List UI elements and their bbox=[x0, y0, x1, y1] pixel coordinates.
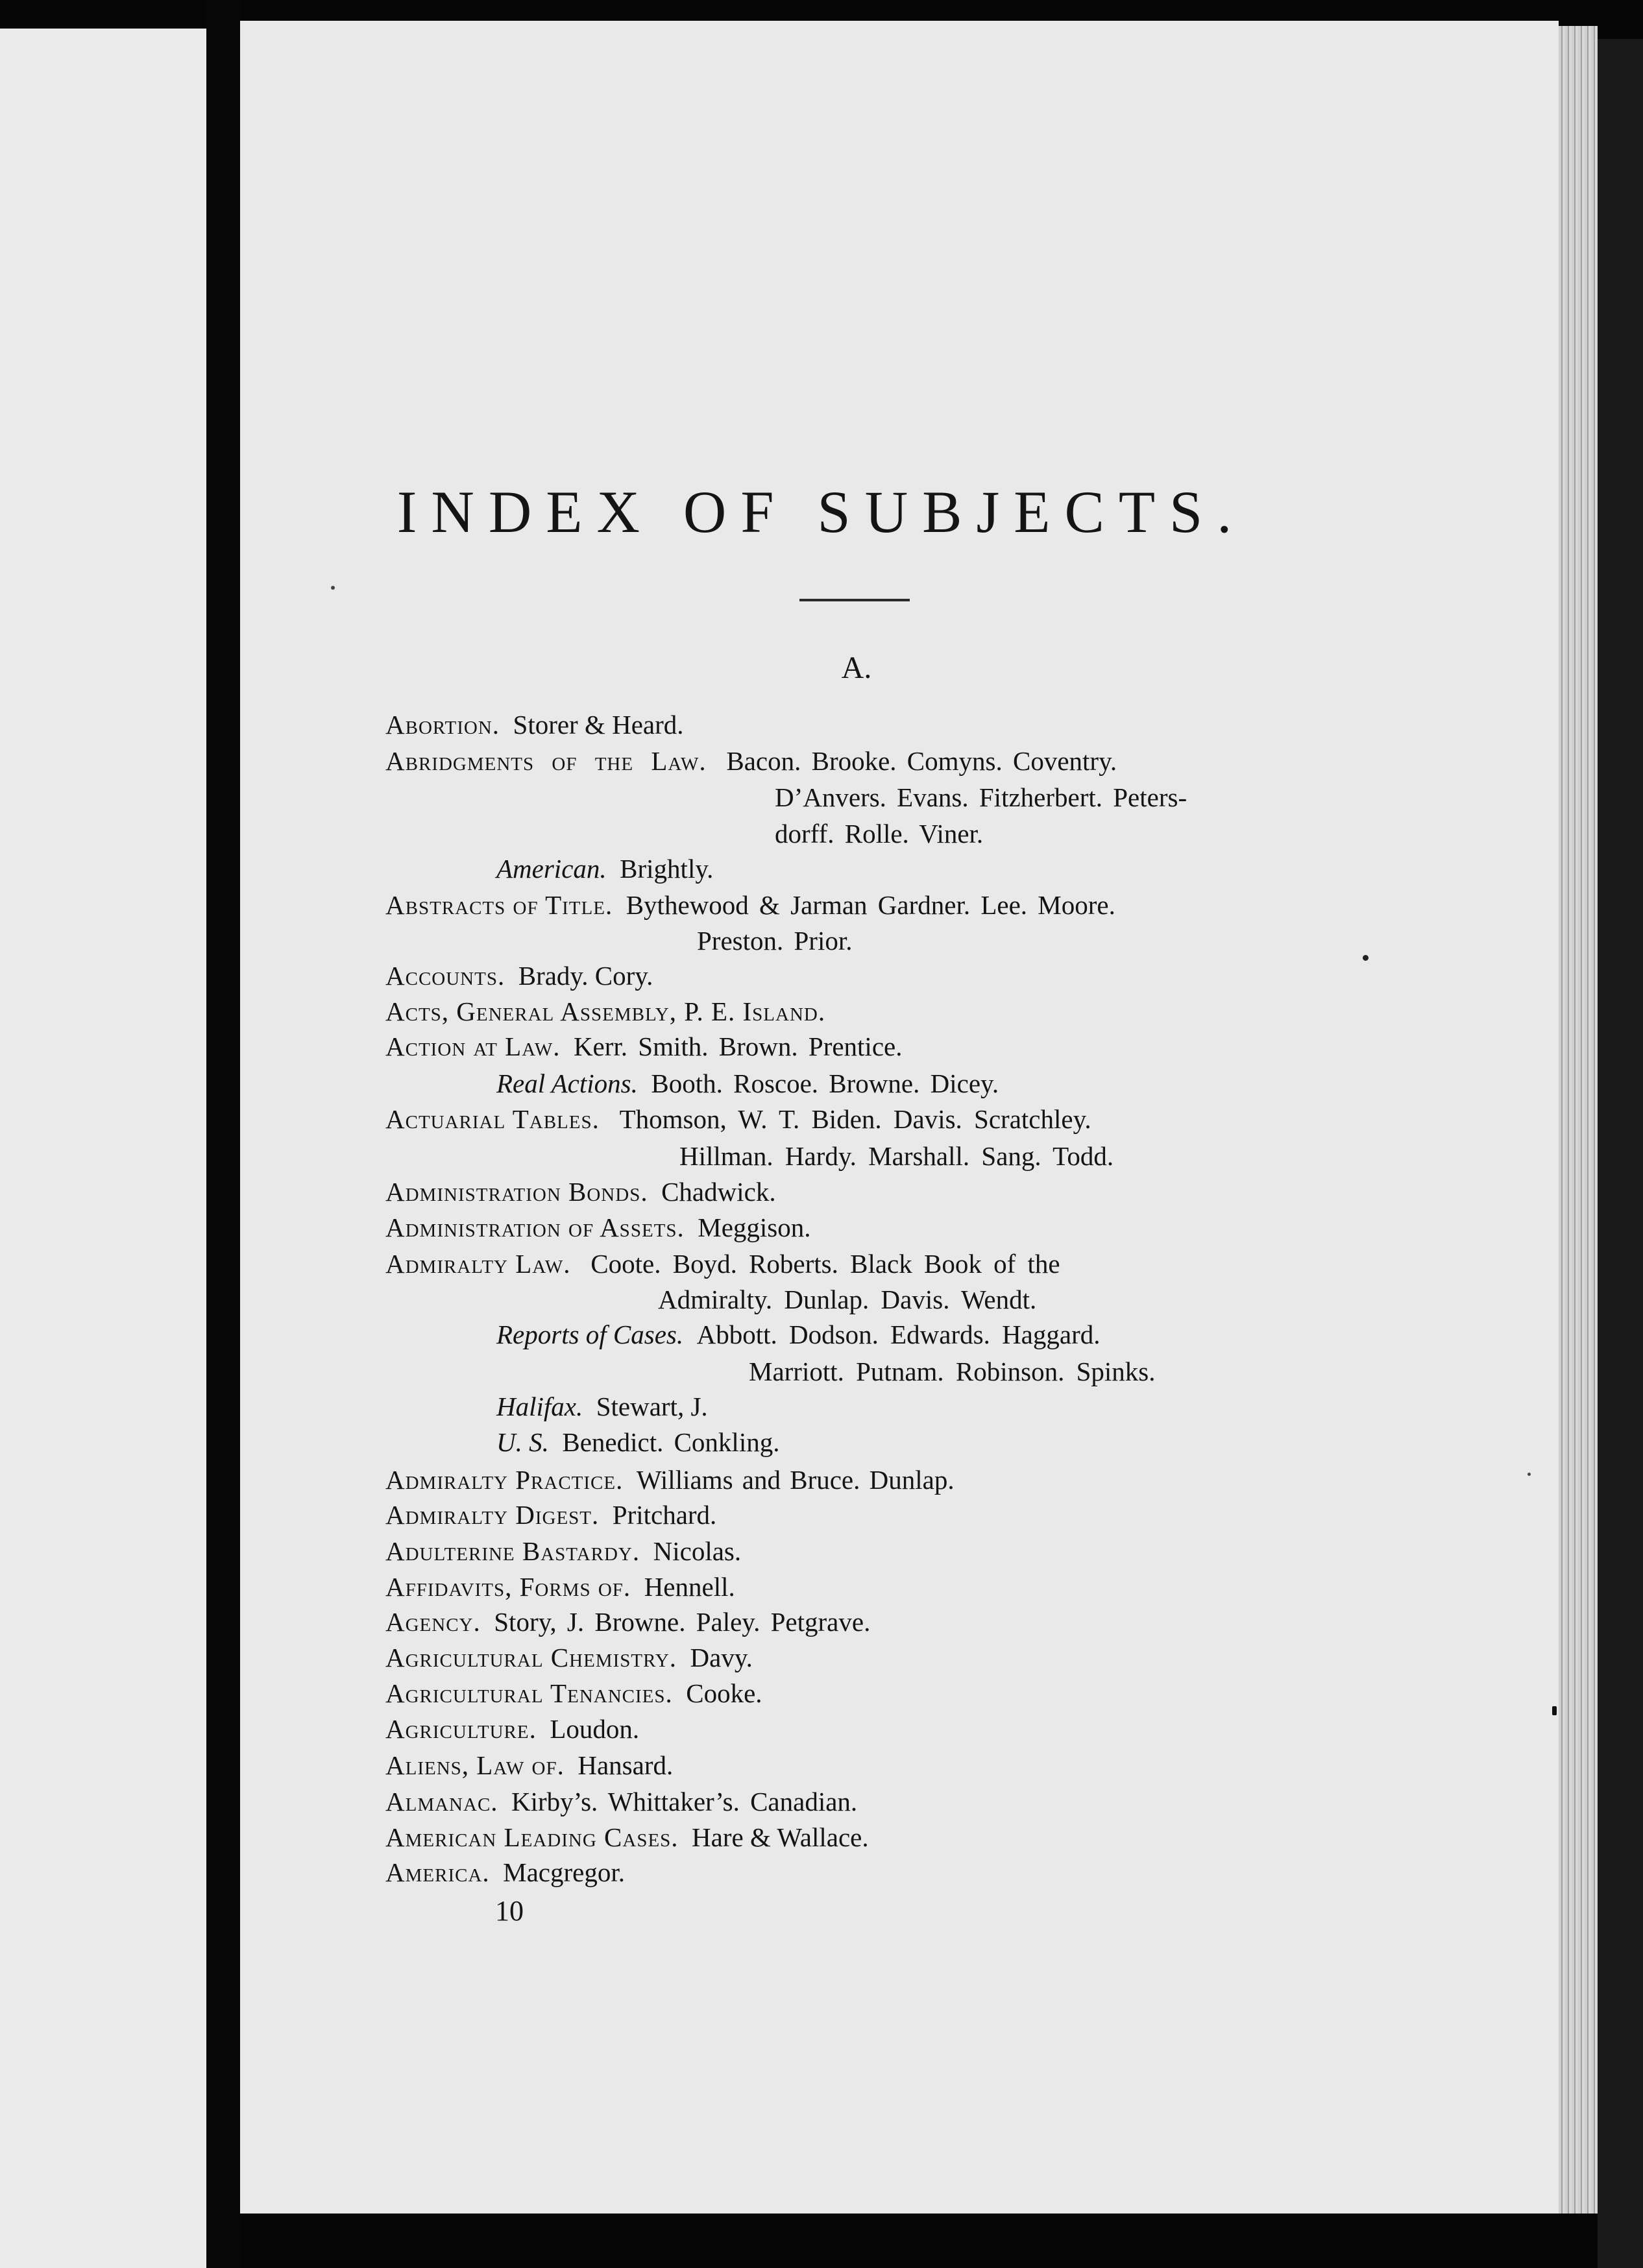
index-subentry: Real Actions. Booth. Roscoe. Browne. Dicey. bbox=[496, 1068, 999, 1098]
index-entry: Admiralty Digest. Pritchard. bbox=[385, 1500, 717, 1530]
index-entry: Administration of Assets. Meggison. bbox=[385, 1212, 811, 1242]
index-entry: Actuarial Tables. Thomson, W. T. Biden. Davis. Scratchley. bbox=[385, 1104, 1091, 1134]
index-subentry: Halifax. Stewart, J. bbox=[496, 1392, 708, 1421]
scan-speck bbox=[1363, 955, 1369, 961]
index-entry-continued: dorff. Rolle. Viner. bbox=[775, 819, 984, 849]
index-entry: Abortion. Storer & Heard. bbox=[385, 710, 684, 740]
index-entry-continued: D’Anvers. Evans. Fitzherbert. Peters- bbox=[775, 782, 1187, 812]
index-entry: Almanac. Kirby’s. Whittaker’s. Canadian. bbox=[385, 1787, 858, 1816]
index-entry: Acts, General Assembly, P. E. Island. bbox=[385, 996, 826, 1026]
index-entry: Action at Law. Kerr. Smith. Brown. Prentice. bbox=[385, 1031, 903, 1061]
index-entry: Agency. Story, J. Browne. Paley. Petgrave. bbox=[385, 1607, 871, 1637]
scan-speck bbox=[1552, 1706, 1557, 1715]
index-entry: Abstracts of Title. Bythewood & Jarman Gardner. Lee. Moore. bbox=[385, 890, 1115, 920]
index-entry: Admiralty Law. Coote. Boyd. Roberts. Black Book of the bbox=[385, 1249, 1060, 1279]
scan-speck bbox=[331, 586, 335, 590]
scan-speck bbox=[1527, 1473, 1531, 1476]
index-entry: Affidavits, Forms of. Hennell. bbox=[385, 1572, 735, 1602]
index-entry: Administration Bonds. Chadwick. bbox=[385, 1177, 776, 1207]
title-rule bbox=[799, 599, 910, 601]
index-entry: Agricultural Chemistry. Davy. bbox=[385, 1643, 753, 1672]
page-number: 10 bbox=[495, 1895, 524, 1927]
index-entry: American Leading Cases. Hare & Wallace. bbox=[385, 1822, 869, 1852]
book-cover-edge bbox=[1598, 39, 1643, 2268]
section-letter: A. bbox=[841, 651, 872, 685]
index-entry: Adulterine Bastardy. Nicolas. bbox=[385, 1536, 742, 1566]
index-entry-continued: Admiralty. Dunlap. Davis. Wendt. bbox=[658, 1285, 1037, 1314]
index-subentry: American. Brightly. bbox=[496, 854, 714, 884]
index-entry: America. Macgregor. bbox=[385, 1857, 625, 1887]
index-entry: Admiralty Practice. Williams and Bruce. Dunlap. bbox=[385, 1465, 955, 1495]
index-entry: Abridgments of the Law. Bacon. Brooke. Comyns. Coventry. bbox=[385, 746, 1117, 776]
index-entry-continued: Marriott. Putnam. Robinson. Spinks. bbox=[749, 1357, 1156, 1386]
index-entry: Accounts. Brady. Cory. bbox=[385, 961, 653, 991]
index-entry: Agriculture. Loudon. bbox=[385, 1714, 640, 1744]
book-gutter bbox=[206, 0, 240, 2268]
index-entry-continued: Hillman. Hardy. Marshall. Sang. Todd. bbox=[679, 1141, 1114, 1171]
index-entry: Aliens, Law of. Hansard. bbox=[385, 1750, 674, 1780]
page-edges bbox=[1559, 26, 1598, 2214]
index-subentry: U. S. Benedict. Conkling. bbox=[496, 1427, 780, 1457]
index-subentry: Reports of Cases. Abbott. Dodson. Edwards. Haggard. bbox=[496, 1320, 1101, 1349]
left-page bbox=[0, 29, 206, 2268]
page-title: INDEX OF SUBJECTS. bbox=[396, 479, 1247, 545]
index-entry: Agricultural Tenancies. Cooke. bbox=[385, 1678, 762, 1708]
index-entry-continued: Preston. Prior. bbox=[697, 926, 853, 956]
